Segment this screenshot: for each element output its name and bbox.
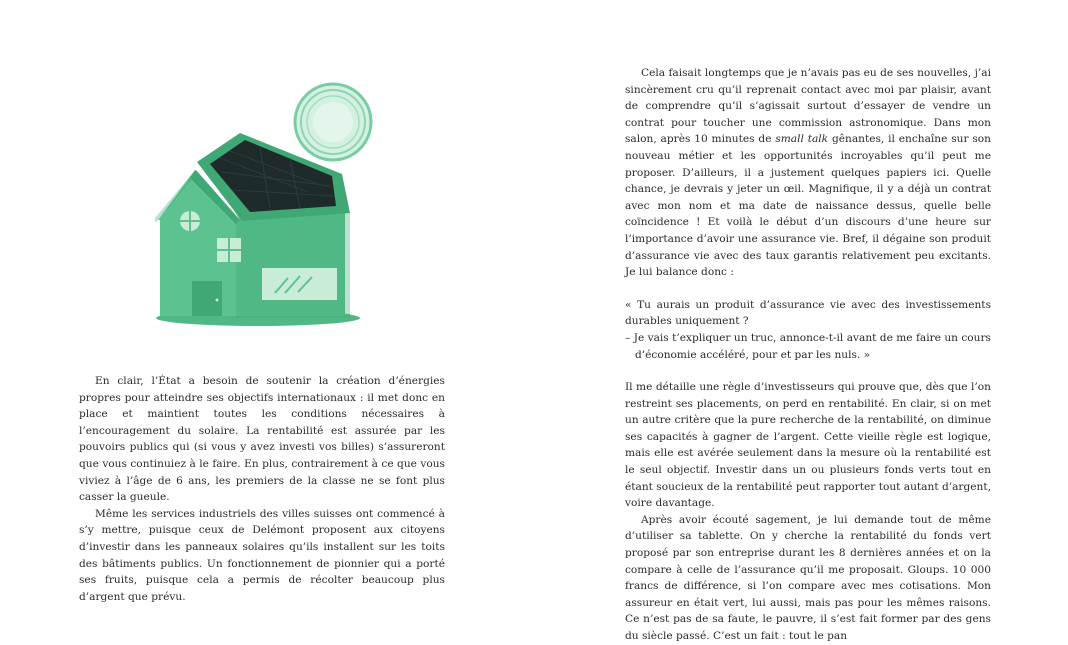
paragraph [625,65,991,281]
paragraph-text: Cela faisait longtemps que je n’avais pas eu de ses nouvelles, j’ai sincèrement cru qu’il reprenait contact avec moi par plaisir, avant de comprendre qu’il s’agissait surtout d’essayer de vendre un contrat pour toucher une commission astronomique. Dans mon salon, après 10 minutes de [625,67,991,146]
sun-icon [295,84,371,160]
paragraph: Il me détaille une règle d’investisseurs qui prouve que, dès que l’on restreint ses placements, on perd en rentabilité. En clair, si on met un autre critère que la pure recherche de la rentabilité, on diminue ses capacités à gagner de l’argent. Cette vieille règle est logique, mais elle est avérée seulement dans la mesure où la rentabilité est le seul objectif. Investir dans un ou plusieurs fonds verts tout en étant soucieux de la rentabilité peut rapporter tout autant d’argent, voire davantage. [625,381,991,510]
house-icon [155,133,360,326]
house-illustration [150,78,390,338]
paragraph: En clair, l’État a besoin de soutenir la création d’énergies propres pour atteindre ses objectifs internationaux : il met donc en place et maintient toutes les conditions nécessaires à l’encouragement du solaire. La rentabilité est assurée par les pouvoirs publics qui (si vous y avez investi vos billes) s’assureront que vous continuiez à le faire. En plus, contrairement à ce que vous viviez à l’âge de 6 ans, les premiers de la classe ne se font plus casser la gueule. [79,375,445,504]
paragraph: Après avoir écouté sagement, je lui demande tout de même d’utiliser sa tablette. On y cherche la rentabilité du fonds vert proposé par son entreprise durant les 8 dernières années et on la compare à celle de l’assurance qu’il me proposait. Gloups. 10 000 francs de différence, si l’on compare avec mes cotisations. Mon assureur en était vert, lui aussi, mais pas pour les mêmes raisons. Ce n’est pas de sa faute, le pauvre, il s’est fait former par des gens du siècle passé. C’est un fait : tout le pan [625,513,991,642]
emphasis-text: small talk [775,133,829,146]
paragraph-text: gênantes, il enchaîne sur son nouveau métier et les opportunités incroyables qu’il peut me proposer. D’ailleurs, il a justement quelques papiers ici. Quelle chance, je devrais y jeter un œil. Magnifique, il y a déjà un contrat avec mon nom et ma date de naissance dessus, quelle belle coïncidence ! Et voilà le début d’un discours d’une heure sur l’importance d’avoir une assurance vie. Bref, il dégaine son produit d’assurance vie avec des taux garantis relativement peu excitants. Je lui balance donc : [625,133,991,279]
paragraph: Même les services industriels des villes suisses ont commencé à s’y mettre, puisque ceux de Delémont proposent aux citoyens d’investir dans les panneaux solaires qu’ils installent sur les toits des bâtiments publics. Un fonctionnement de pionnier qui a porté ses fruits, puisque cela a permis de récolter beaucoup plus d’argent que prévu. [79,507,445,603]
dialogue-block [625,297,991,363]
right-page [534,0,1068,642]
dialogue-line: – Je vais t’expliquer un truc, annonce-t-il avant de me faire un cours d’économie accéléré, pour et par les nuls. » [625,331,991,361]
dialogue-line: « Tu aurais un produit d’assurance vie avec des investissements durables uniquement ? [625,298,991,328]
left-page [0,0,534,603]
left-page-text [79,373,445,605]
right-page-text [625,65,991,645]
